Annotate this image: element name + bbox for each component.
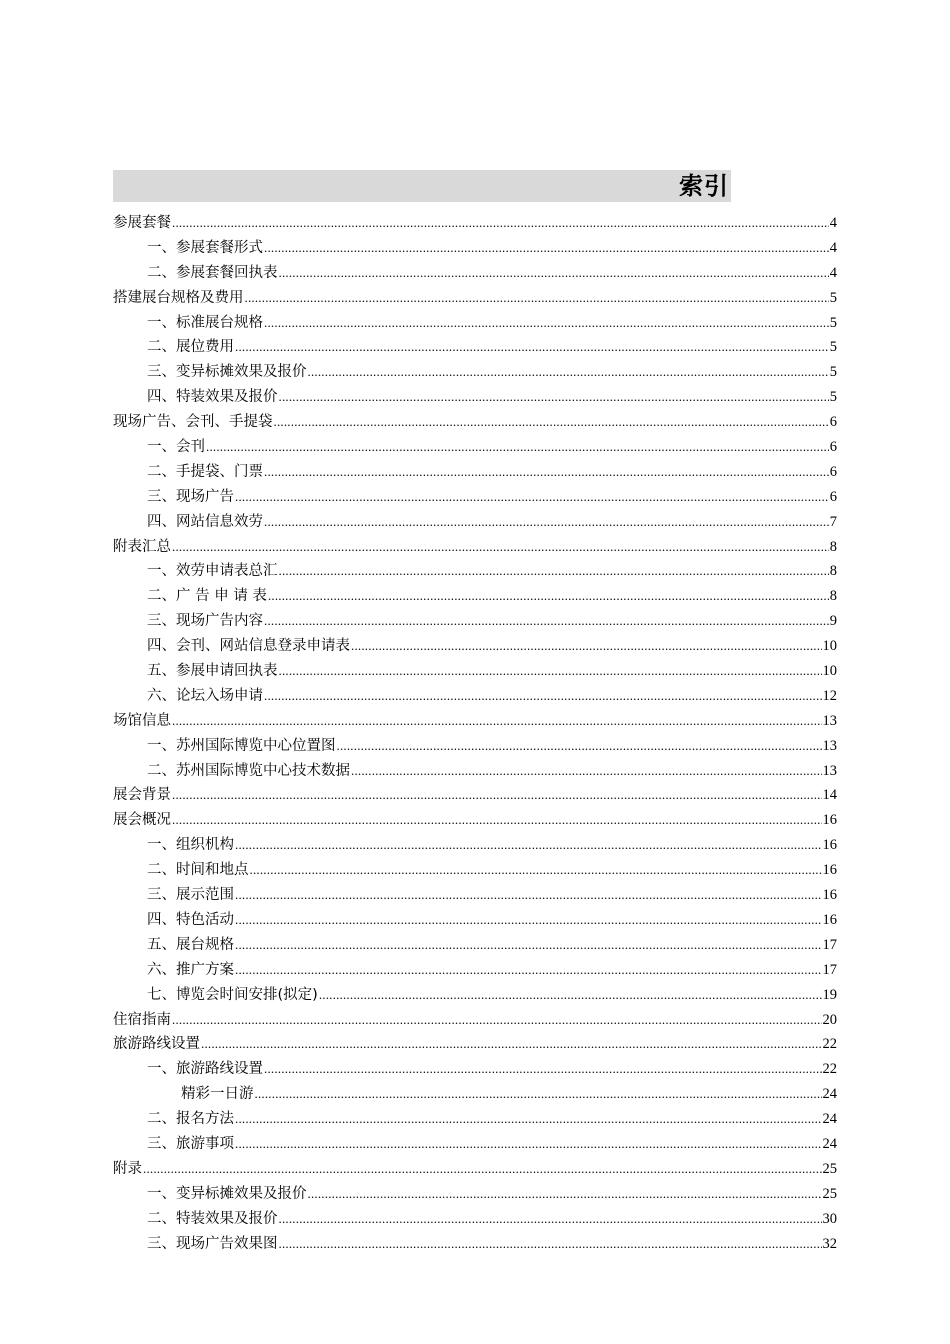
toc-dot-leader bbox=[235, 335, 829, 360]
toc-entry-label: 一、组织机构 bbox=[147, 837, 234, 854]
index-title-bar bbox=[113, 170, 731, 202]
toc-entry-label: 三、现场广告内容 bbox=[147, 613, 263, 630]
toc-entry[interactable] bbox=[113, 385, 837, 410]
toc-entry-label: 四、特装效果及报价 bbox=[147, 389, 278, 406]
toc-entry-label: 三、变异标摊效果及报价 bbox=[147, 364, 307, 381]
toc-dot-leader bbox=[264, 510, 829, 535]
toc-entry[interactable] bbox=[113, 510, 837, 535]
toc-entry-label: 七、博览会时间安排(拟定) bbox=[147, 986, 318, 1003]
toc-page-number: 14 bbox=[822, 787, 837, 804]
toc-entry-label: 二、报名方法 bbox=[147, 1111, 234, 1128]
toc-entry-label: 二、手提袋、门票 bbox=[147, 463, 263, 480]
toc-page-number: 16 bbox=[822, 911, 837, 928]
toc-page-number: 25 bbox=[822, 1185, 837, 1202]
toc-entry[interactable] bbox=[113, 983, 837, 1008]
toc-entry[interactable] bbox=[113, 311, 837, 336]
toc-page-number: 5 bbox=[829, 314, 837, 331]
toc-entry[interactable] bbox=[113, 211, 837, 236]
toc-entry-label: 四、特色活动 bbox=[147, 911, 234, 928]
toc-page-number: 16 bbox=[822, 812, 837, 829]
toc-entry[interactable] bbox=[113, 335, 837, 360]
toc-dot-leader bbox=[264, 1057, 822, 1082]
toc-entry[interactable] bbox=[113, 485, 837, 510]
toc-entry-label: 三、展示范围 bbox=[147, 887, 234, 904]
toc-entry-label: 一、旅游路线设置 bbox=[147, 1061, 263, 1078]
toc-entry[interactable] bbox=[113, 460, 837, 485]
toc-entry[interactable] bbox=[113, 1032, 837, 1057]
toc-entry-label: 二、广 告 申 请 表 bbox=[147, 588, 267, 605]
toc-dot-leader bbox=[235, 1107, 822, 1132]
toc-entry[interactable] bbox=[113, 734, 837, 759]
toc-page-number: 17 bbox=[822, 961, 837, 978]
toc-dot-leader bbox=[279, 1207, 822, 1232]
toc-entry-label: 参展套餐 bbox=[113, 215, 171, 231]
toc-entry[interactable] bbox=[113, 286, 837, 311]
toc-dot-leader bbox=[337, 734, 822, 759]
toc-page-number: 24 bbox=[822, 1135, 837, 1152]
toc-dot-leader bbox=[235, 1132, 822, 1157]
toc-dot-leader bbox=[279, 261, 829, 286]
table-of-contents bbox=[113, 211, 837, 1256]
toc-dot-leader bbox=[351, 634, 822, 659]
toc-entry[interactable] bbox=[113, 709, 837, 734]
toc-entry[interactable] bbox=[113, 435, 837, 460]
toc-dot-leader bbox=[172, 535, 829, 560]
toc-page-number: 5 bbox=[829, 364, 837, 381]
toc-entry-label: 五、展台规格 bbox=[147, 936, 234, 953]
toc-entry[interactable] bbox=[113, 1182, 837, 1207]
toc-entry[interactable] bbox=[113, 1057, 837, 1082]
toc-entry[interactable] bbox=[113, 609, 837, 634]
toc-entry-label: 展会概况 bbox=[113, 812, 171, 829]
toc-entry-label: 三、旅游事项 bbox=[147, 1135, 234, 1152]
toc-entry-label: 住宿指南 bbox=[113, 1011, 171, 1028]
toc-entry[interactable] bbox=[113, 1132, 837, 1157]
toc-entry-label: 六、推广方案 bbox=[147, 961, 234, 978]
toc-entry[interactable] bbox=[113, 858, 837, 883]
toc-page-number: 6 bbox=[829, 463, 837, 480]
toc-page-number: 30 bbox=[822, 1210, 837, 1227]
toc-dot-leader bbox=[279, 1232, 822, 1257]
toc-page-number: 16 bbox=[822, 887, 837, 904]
toc-dot-leader bbox=[235, 883, 822, 908]
toc-page-number: 6 bbox=[829, 414, 837, 431]
toc-page-number: 9 bbox=[829, 613, 837, 630]
toc-dot-leader bbox=[172, 783, 822, 808]
toc-page-number: 24 bbox=[822, 1086, 837, 1103]
toc-entry[interactable] bbox=[113, 1157, 837, 1182]
toc-entry[interactable] bbox=[113, 1232, 837, 1257]
toc-dot-leader bbox=[351, 759, 822, 784]
toc-dot-leader bbox=[172, 808, 822, 833]
toc-dot-leader bbox=[308, 360, 829, 385]
toc-entry-label: 搭建展台规格及费用 bbox=[113, 289, 244, 306]
toc-page-number: 6 bbox=[829, 439, 837, 456]
toc-entry[interactable] bbox=[113, 933, 837, 958]
toc-entry[interactable] bbox=[113, 659, 837, 684]
toc-entry-label: 二、时间和地点 bbox=[147, 862, 249, 879]
toc-entry-label: 一、效劳申请表总汇 bbox=[147, 563, 278, 580]
toc-page-number: 13 bbox=[822, 762, 837, 779]
toc-dot-leader bbox=[308, 1182, 822, 1207]
toc-entry-label: 一、会刊 bbox=[147, 439, 205, 456]
toc-entry-label: 展会背景 bbox=[113, 787, 171, 804]
toc-dot-leader bbox=[172, 1008, 822, 1033]
toc-entry-label: 现场广告、会刊、手提袋 bbox=[113, 414, 273, 431]
toc-page-number: 4 bbox=[829, 264, 837, 281]
toc-dot-leader bbox=[264, 311, 829, 336]
page-title: 索引 bbox=[679, 172, 729, 200]
toc-dot-leader bbox=[201, 1032, 822, 1057]
toc-entry-label: 四、会刊、网站信息登录申请表 bbox=[147, 638, 350, 655]
toc-entry[interactable] bbox=[113, 783, 837, 808]
toc-dot-leader bbox=[279, 385, 829, 410]
toc-dot-leader bbox=[279, 659, 822, 684]
toc-entry-label: 一、标准展台规格 bbox=[147, 314, 263, 331]
toc-entry[interactable] bbox=[113, 1107, 837, 1132]
toc-dot-leader bbox=[235, 833, 822, 858]
toc-dot-leader bbox=[235, 933, 822, 958]
toc-page-number: 22 bbox=[822, 1061, 837, 1078]
toc-page-number: 16 bbox=[822, 862, 837, 879]
toc-dot-leader bbox=[264, 236, 829, 261]
toc-page-number: 13 bbox=[822, 712, 837, 729]
toc-page-number: 24 bbox=[822, 1111, 837, 1128]
toc-entry-label: 一、参展套餐形式 bbox=[147, 239, 263, 256]
toc-page-number: 5 bbox=[829, 339, 837, 356]
toc-dot-leader bbox=[264, 609, 829, 634]
toc-page-number: 6 bbox=[829, 488, 837, 505]
toc-entry[interactable] bbox=[113, 1207, 837, 1232]
toc-page-number: 10 bbox=[822, 638, 837, 655]
toc-entry-label: 二、参展套餐回执表 bbox=[147, 264, 278, 281]
toc-dot-leader bbox=[235, 908, 822, 933]
toc-dot-leader bbox=[245, 286, 829, 311]
toc-entry-label: 精彩一日游 bbox=[181, 1086, 254, 1103]
toc-entry[interactable] bbox=[113, 559, 837, 584]
toc-entry[interactable] bbox=[113, 908, 837, 933]
toc-dot-leader bbox=[274, 410, 829, 435]
toc-dot-leader bbox=[264, 684, 822, 709]
toc-entry-label: 五、参展申请回执表 bbox=[147, 663, 278, 680]
toc-page-number: 16 bbox=[822, 837, 837, 854]
toc-entry-label: 一、苏州国际博览中心位置图 bbox=[147, 737, 336, 754]
toc-dot-leader bbox=[172, 709, 822, 734]
toc-entry-label: 附录 bbox=[113, 1160, 142, 1177]
toc-page-number: 10 bbox=[822, 663, 837, 680]
toc-entry-label: 二、展位费用 bbox=[147, 339, 234, 356]
toc-entry-label: 四、网站信息效劳 bbox=[147, 513, 263, 530]
toc-page-number: 8 bbox=[829, 588, 837, 605]
toc-entry[interactable] bbox=[113, 634, 837, 659]
toc-page-number: 4 bbox=[829, 239, 837, 256]
toc-entry-label: 附表汇总 bbox=[113, 538, 171, 555]
toc-entry-label: 二、特装效果及报价 bbox=[147, 1210, 278, 1227]
toc-page-number: 7 bbox=[829, 513, 837, 530]
toc-entry[interactable] bbox=[113, 833, 837, 858]
toc-dot-leader bbox=[143, 1157, 822, 1182]
toc-entry-label: 场馆信息 bbox=[113, 712, 171, 729]
toc-dot-leader bbox=[172, 211, 829, 236]
toc-entry[interactable] bbox=[113, 808, 837, 833]
toc-dot-leader bbox=[319, 983, 822, 1008]
toc-dot-leader bbox=[268, 584, 829, 609]
toc-entry-label: 二、苏州国际博览中心技术数据 bbox=[147, 762, 350, 779]
toc-dot-leader bbox=[235, 958, 822, 983]
toc-dot-leader bbox=[264, 460, 829, 485]
toc-dot-leader bbox=[279, 559, 829, 584]
toc-page-number: 4 bbox=[829, 215, 837, 231]
toc-entry[interactable] bbox=[113, 236, 837, 261]
toc-entry[interactable] bbox=[113, 958, 837, 983]
toc-dot-leader bbox=[206, 435, 829, 460]
toc-entry[interactable] bbox=[113, 261, 837, 286]
toc-entry[interactable] bbox=[113, 684, 837, 709]
toc-entry[interactable] bbox=[113, 410, 837, 435]
toc-entry[interactable] bbox=[113, 584, 837, 609]
toc-entry-label: 三、现场广告 bbox=[147, 488, 234, 505]
toc-page-number: 17 bbox=[822, 936, 837, 953]
toc-page-number: 22 bbox=[822, 1036, 837, 1053]
toc-entry[interactable] bbox=[113, 1082, 837, 1107]
toc-entry-label: 六、论坛入场申请 bbox=[147, 687, 263, 704]
toc-entry[interactable] bbox=[113, 759, 837, 784]
toc-entry[interactable] bbox=[113, 883, 837, 908]
toc-entry[interactable] bbox=[113, 1008, 837, 1033]
toc-page-number: 25 bbox=[822, 1160, 837, 1177]
toc-dot-leader bbox=[235, 485, 829, 510]
toc-entry[interactable] bbox=[113, 535, 837, 560]
toc-page-number: 20 bbox=[822, 1011, 837, 1028]
toc-page-number: 13 bbox=[822, 737, 837, 754]
toc-page-number: 19 bbox=[822, 986, 837, 1003]
toc-entry-label: 三、现场广告效果图 bbox=[147, 1235, 278, 1252]
toc-dot-leader bbox=[250, 858, 822, 883]
toc-entry-label: 旅游路线设置 bbox=[113, 1036, 200, 1053]
toc-page-number: 8 bbox=[829, 563, 837, 580]
toc-page-number: 32 bbox=[822, 1235, 837, 1252]
toc-entry-label: 一、变异标摊效果及报价 bbox=[147, 1185, 307, 1202]
toc-page-number: 12 bbox=[822, 687, 837, 704]
toc-page-number: 5 bbox=[829, 389, 837, 406]
toc-dot-leader bbox=[255, 1082, 822, 1107]
toc-entry[interactable] bbox=[113, 360, 837, 385]
toc-page-number: 5 bbox=[829, 289, 837, 306]
toc-page-number: 8 bbox=[829, 538, 837, 555]
